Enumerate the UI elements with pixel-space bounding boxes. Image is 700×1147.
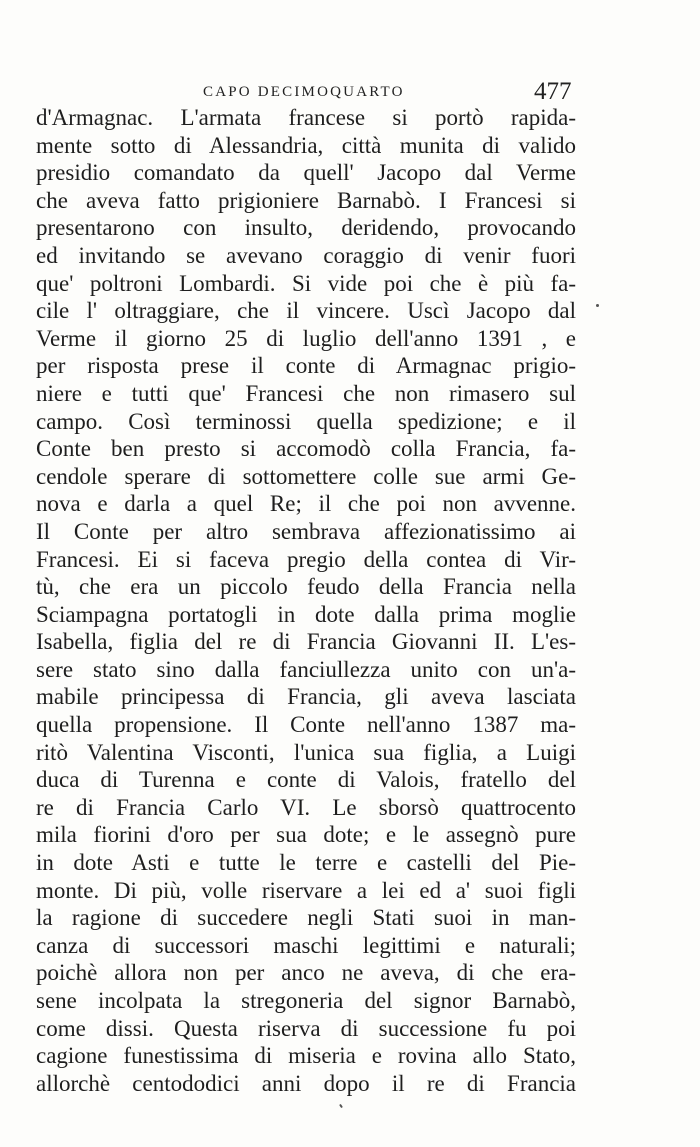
text-line: re di Francia Carlo VI. Le sborsò quattrocento [36, 794, 576, 820]
text-line: cendole sperare di sottomettere colle sue armi Ge- [36, 463, 576, 489]
text-line: presentarono con insulto, deridendo, provocando [36, 215, 576, 241]
page-number: 477 [534, 78, 572, 105]
text-line: ritò Valentina Visconti, l'unica sua figlia, a Luigi [36, 739, 576, 765]
text-line: Verme il giorno 25 di luglio dell'anno 1391 , e [36, 325, 576, 351]
text-line: come dissi. Questa riserva di successione fu poi [36, 1015, 576, 1041]
text-line: mila fiorini d'oro per sua dote; e le assegnò pure [36, 822, 576, 848]
text-line: monte. Di più, volle riservare a lei ed a' suoi figli [36, 877, 576, 903]
text-line: que' poltroni Lombardi. Si vide poi che è più fa- [36, 270, 576, 296]
text-line: tù, che era un piccolo feudo della Francia nella [36, 574, 576, 600]
chapter-running-title: CAPO DECIMOQUARTO [203, 84, 405, 100]
text-line: Conte ben presto si accomodò colla Francia, fa- [36, 436, 576, 462]
text-line: in dote Asti e tutte le terre e castelli del Pie- [36, 850, 576, 876]
text-line: Il Conte per altro sembrava affezionatissimo ai [36, 518, 576, 544]
running-header [0, 78, 700, 106]
text-line: mabile principessa di Francia, gli aveva lasciata [36, 684, 576, 710]
text-line: nova e darla a quel Re; il che poi non avvenne. [36, 491, 576, 517]
ink-speck [596, 304, 599, 307]
text-line: quella propensione. Il Conte nell'anno 1387 ma- [36, 712, 576, 738]
text-line: mente sotto di Alessandria, città munita di valido [36, 132, 576, 158]
text-line: Francesi. Ei si faceva pregio della contea di Vir- [36, 546, 576, 572]
text-line: d'Armagnac. L'armata francese si portò rapida- [36, 105, 576, 130]
ink-speck [339, 1104, 343, 1108]
text-line: la ragione di succedere negli Stati suoi in man- [36, 905, 576, 931]
text-line: sere stato sino dalla fanciullezza unito con un'a- [36, 656, 576, 682]
text-line: poichè allora non per anco ne aveva, di che era- [36, 960, 576, 986]
text-line: per risposta prese il conte di Armagnac prigio- [36, 353, 576, 379]
text-line: canza di successori maschi legittimi e naturali; [36, 932, 576, 958]
text-line: campo. Così terminossi quella spedizione; e il [36, 408, 576, 434]
text-line: cile l' oltraggiare, che il vincere. Uscì Jacopo dal [36, 298, 576, 324]
text-line: che aveva fatto prigioniere Barnabò. I Francesi si [36, 187, 576, 213]
text-line: Isabella, figlia del re di Francia Giovanni II. L'es- [36, 629, 576, 655]
text-line: Sciampagna portatogli in dote dalla prima moglie [36, 601, 576, 627]
text-line: duca di Turenna e conte di Valois, fratello del [36, 767, 576, 793]
text-line: niere e tutti que' Francesi che non rimasero sul [36, 380, 576, 406]
text-line: allorchè centododici anni dopo il re di Francia [36, 1070, 576, 1096]
text-line: cagione funestissima di miseria e rovina allo Stato, [36, 1043, 576, 1069]
text-line: sene incolpata la stregoneria del signor Barnabò, [36, 988, 576, 1013]
text-line: ed invitando se avevano coraggio di venir fuori [36, 242, 576, 268]
body-text [36, 104, 576, 1097]
text-line: presidio comandato da quell' Jacopo dal Verme [36, 160, 576, 186]
